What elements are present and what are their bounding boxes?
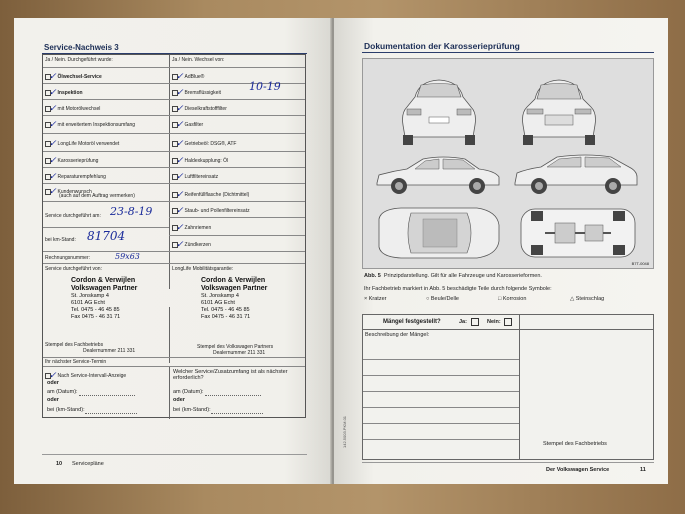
next-km-field[interactable] — [85, 413, 137, 414]
side-code: 142.5003.PKM.01 — [342, 415, 347, 448]
row-line — [169, 99, 305, 100]
item-kundenwunsch[interactable]: ✓ Kundenwunsch — [45, 186, 92, 197]
row-line — [169, 151, 305, 152]
or-2: oder — [47, 397, 59, 403]
left-page-number: 10 — [56, 461, 63, 467]
nein-checkbox[interactable] — [504, 318, 512, 326]
item-luftfilter[interactable]: ✓ Luftfiltereinsatz — [172, 171, 218, 182]
next-right-km-field[interactable] — [211, 413, 263, 414]
row-line — [169, 251, 305, 252]
or-3: oder — [173, 397, 185, 403]
dealer-stamp-left: Cordon & Verwijlen Volkswagen Partner St. Jonskamp 4 6101 AG Echt Tel. 0475 - 46 45 85 Fax 0475 - 46 31 71 — [71, 277, 138, 320]
next-right-date-label: am (Datum): — [173, 389, 204, 395]
ja-checkbox[interactable] — [471, 318, 479, 326]
item-erweitert[interactable]: ✓ mit erweitertem Inspektionsumfang — [45, 119, 135, 130]
right-page-title: Dokumentation der Karosserieprüfung — [364, 41, 520, 51]
dealer-number-left: Dealernummer 211 331 — [83, 348, 136, 354]
footer-rule-right — [362, 462, 654, 463]
nein-label: Nein: — [487, 319, 501, 325]
row-line — [169, 217, 305, 218]
item-inspektion[interactable]: ✓ Inspektion — [45, 87, 83, 98]
item-motoroelwechsel[interactable]: ✓ mit Motorölwechsel — [45, 103, 100, 114]
defects-divider — [519, 315, 520, 459]
item-adblue[interactable]: ✓ AdBlue® — [172, 71, 204, 82]
car-underbody-view — [515, 205, 641, 261]
sedan-side-view — [373, 153, 503, 197]
row-line — [43, 263, 169, 264]
next-right-date-field[interactable] — [205, 395, 261, 396]
row-line — [169, 133, 305, 134]
service-by-label: Service durchgeführt von: — [45, 266, 102, 272]
defect-line[interactable] — [363, 439, 519, 440]
dealer-stamp-right: Cordon & Verwijlen Volkswagen Partner St. Jonskamp 4 6101 AG Echt Tel. 0475 - 46 45 85 Fax 0475 - 46 31 71 — [201, 277, 268, 320]
item-longlife[interactable]: ✓ LongLife Motoröl verwendet — [45, 138, 119, 149]
row-line — [43, 167, 169, 168]
row-line — [169, 201, 305, 202]
figure-caption: Abb. 5 Prinzipdarstellung. Gilt für alle Fahrzeuge und Karosserieformen. — [364, 273, 542, 279]
row-line — [43, 99, 169, 100]
right-footer: Der Volkswagen Service — [546, 467, 610, 473]
brake-fluid-value: 10-19 — [249, 80, 281, 93]
next-service-question: Welcher Service/Zusatzumfang ist als nächster erforderlich? — [173, 369, 288, 381]
or-1: oder — [47, 380, 59, 386]
next-service-label: Ihr nächster Service-Termin — [45, 359, 107, 365]
beschreibung-label: Beschreibung der Mängel: — [365, 332, 430, 338]
row-line — [169, 83, 305, 84]
car-top-view — [371, 205, 503, 261]
defect-line[interactable] — [363, 407, 519, 408]
row-line — [43, 115, 169, 116]
item-oelwechsel[interactable]: ✓ Ölwechsel-Service — [45, 71, 102, 82]
km-label: bei km-Stand: — [45, 237, 76, 243]
car-front-view — [517, 77, 601, 147]
item-getriebeoel[interactable]: ✓ Getriebeöl: DSG®, ATF — [172, 138, 237, 149]
row-line — [43, 357, 305, 358]
left-page — [14, 18, 332, 484]
ja-label: Ja: — [459, 319, 467, 325]
next-km-label: bei (km-Stand): — [47, 407, 85, 413]
item-zuendkerzen[interactable]: ✓ Zündkerzen — [172, 239, 211, 250]
stempel-partner: Stempel des Volkswagen Partners — [197, 344, 274, 350]
next-date-label: am (Datum): — [47, 389, 78, 395]
defects-table — [362, 314, 654, 460]
km-value: 81704 — [87, 229, 126, 243]
hatchback-side-view — [511, 153, 641, 197]
header-done: Ja / Nein. Durchgeführt wurde: — [45, 57, 113, 63]
defects-header — [363, 315, 653, 330]
symbol-steinschlag: △ Steinschlag — [570, 296, 605, 302]
stempel-fachbetrieb-left: Stempel des Fachbetriebs — [45, 342, 104, 348]
symbol-beule: ○ Beule/Delle — [426, 296, 459, 302]
row-line — [43, 183, 169, 184]
item-reifenfuellflasche[interactable]: ✓ Reifenfüllflasche (Dichtmittel) — [172, 189, 249, 200]
item-pollenfilter[interactable]: ✓ Staub- und Pollenfiltereinsatz — [172, 205, 250, 216]
service-date-label: Service durchgeführt am: — [45, 213, 101, 219]
row-line — [43, 67, 169, 68]
footer-rule-left — [42, 454, 307, 455]
item-zahnriemen[interactable]: ✓ Zahnriemen — [172, 222, 211, 233]
invoice-label: Rechnungsnummer: — [45, 255, 91, 261]
defect-line[interactable] — [363, 391, 519, 392]
row-line — [43, 151, 169, 152]
invoice-value: 59x63 — [115, 252, 140, 261]
service-date-value: 23-8-19 — [110, 205, 153, 218]
item-karosserie[interactable]: ✓ Karosserieprüfung — [45, 155, 98, 166]
defect-line[interactable] — [363, 423, 519, 424]
booklet-spread — [14, 18, 668, 484]
symbol-korrosion: □ Korrosion — [498, 296, 527, 302]
row-line — [169, 263, 305, 264]
instruction-text: Ihr Fachbetrieb markiert in Abb. 5 beschädigte Teile durch folgende Symbole: — [364, 286, 552, 292]
item-haldex[interactable]: ✓ Haldexkupplung: Öl — [172, 155, 228, 166]
kundenwunsch-note: (auch auf dem Auftrag vermerken) — [59, 193, 135, 199]
row-line — [169, 183, 305, 184]
row-line — [169, 115, 305, 116]
row-line — [43, 133, 169, 134]
item-reparatur[interactable]: ✓ Reparaturempfehlung — [45, 171, 106, 182]
row-line — [43, 366, 305, 367]
column-divider-stamp — [169, 307, 170, 363]
title-rule-right — [362, 52, 654, 53]
column-divider-next — [169, 367, 170, 419]
row-line — [169, 67, 305, 68]
defect-line[interactable] — [363, 375, 519, 376]
stempel-fachbetrieb-right: Stempel des Fachbetriebs — [543, 441, 607, 447]
row-line — [43, 227, 169, 228]
row-line — [169, 235, 305, 236]
left-page-title: Service-Nachweis 3 — [44, 43, 119, 52]
row-line — [43, 251, 169, 252]
car-rear-view — [397, 77, 481, 147]
defect-line[interactable] — [363, 359, 519, 360]
next-date-field[interactable] — [79, 395, 135, 396]
longlife-label: LongLife Mobilitätsgarantie: — [172, 266, 234, 272]
item-gasfilter[interactable]: ✓ Gasfilter — [172, 119, 203, 130]
dealer-number-right: Dealernummer 211 331 — [213, 350, 266, 356]
left-footer: Servicepläne — [72, 461, 104, 467]
item-bremsfluessigkeit[interactable]: ✓ Bremsflüssigkeit — [172, 87, 221, 98]
row-line — [43, 83, 169, 84]
right-page-number: 11 — [640, 467, 646, 473]
right-page — [334, 18, 668, 484]
next-right-km-label: bei (km-Stand): — [173, 407, 211, 413]
maengel-question: Mängel festgestellt? — [383, 319, 441, 325]
symbol-kratzer: × Kratzer — [364, 296, 387, 302]
column-divider — [169, 55, 170, 289]
row-line — [169, 167, 305, 168]
row-line — [43, 201, 169, 202]
header-changed: Ja / Nein. Wechsel von: — [172, 57, 225, 63]
car-damage-diagram — [362, 58, 654, 269]
service-record-grid — [42, 54, 306, 418]
item-dieselfilter[interactable]: ✓ Dieselkraftstofffilter — [172, 103, 227, 114]
next-interval-option[interactable]: ✓ Nach Service-Intervall-Anzeige — [45, 370, 126, 381]
figure-code: B7T-0048 — [631, 261, 649, 266]
